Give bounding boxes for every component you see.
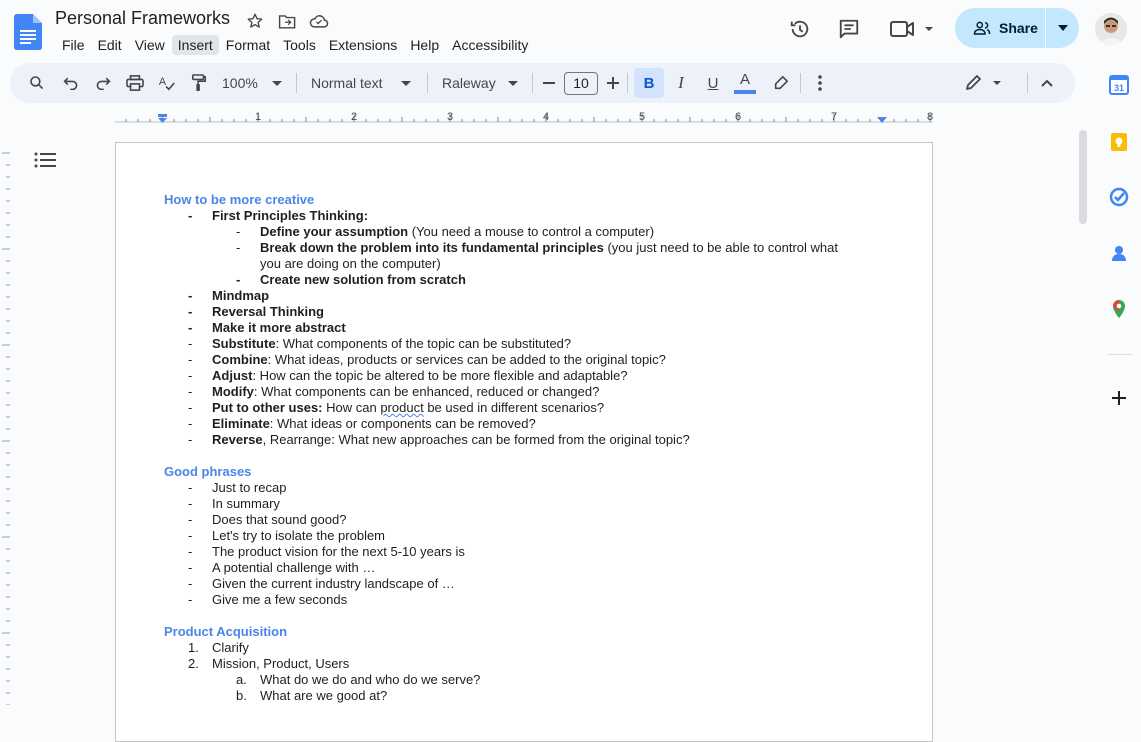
cloud-saved-icon[interactable] [309, 11, 329, 31]
toolbar-divider [800, 73, 801, 93]
vertical-scrollbar[interactable] [1079, 130, 1087, 224]
bullet-dash: - [188, 304, 193, 319]
list-item: What do we do and who do we serve? [260, 672, 481, 687]
ruler-label: 3 [446, 111, 454, 123]
menu-extensions[interactable]: Extensions [328, 37, 398, 53]
keep-icon[interactable] [1109, 132, 1129, 152]
toolbar-divider [627, 73, 628, 93]
list-item: Make it more abstract [212, 320, 346, 335]
bullet-dash: - [188, 544, 193, 559]
chevron-down-icon [1058, 25, 1068, 31]
toolbar-divider [296, 73, 297, 93]
menu-view[interactable]: View [134, 37, 165, 53]
share-button[interactable] [955, 8, 1045, 48]
font-select[interactable]: Raleway [442, 75, 496, 91]
more-options-icon[interactable] [812, 71, 828, 95]
list-item: Mission, Product, Users [212, 656, 350, 671]
bullet-dash: - [188, 480, 193, 495]
bullet-dash: - [188, 288, 193, 303]
contacts-icon[interactable] [1109, 243, 1129, 263]
redo-icon[interactable] [92, 71, 114, 95]
style-chevron-down-icon[interactable] [399, 71, 413, 95]
version-history-icon[interactable] [782, 12, 818, 46]
ruler-label: 4 [542, 111, 550, 123]
list-item: In summary [212, 496, 280, 511]
ruler-label: 6 [734, 111, 742, 123]
menu-insert[interactable]: Insert [172, 35, 219, 55]
decrease-font-size-icon[interactable] [540, 71, 558, 95]
list-item: Substitute: What components of the topic can be substituted? [212, 336, 572, 351]
menu-accessibility[interactable]: Accessibility [452, 37, 529, 53]
ruler-label: 8 [926, 111, 933, 123]
bold-button[interactable]: B [634, 68, 664, 98]
spelling-suggestion[interactable]: product [380, 400, 424, 415]
list-item: Mindmap [212, 288, 270, 303]
ruler-label: 2 [350, 111, 358, 123]
people-icon [973, 20, 991, 36]
text-color-button[interactable]: A [734, 71, 756, 95]
list-item: Reversal Thinking [212, 304, 324, 319]
paint-format-icon[interactable] [188, 71, 210, 95]
menubar [56, 35, 535, 55]
list-item: Define your assumption (You need a mouse to control a computer) [260, 224, 655, 239]
maps-icon[interactable] [1109, 299, 1129, 319]
heading-how-to-be-more-creative: How to be more creative [164, 192, 315, 207]
spellcheck-icon[interactable] [156, 71, 178, 95]
ruler-label: 7 [830, 111, 838, 123]
paragraph-style-select[interactable]: Normal text [311, 75, 383, 91]
italic-button[interactable]: I [678, 73, 684, 92]
bullet-dash: - [188, 496, 193, 511]
list-item-continuation: you are doing on the computer) [260, 256, 441, 271]
menu-tools[interactable]: Tools [283, 37, 316, 53]
list-item: Does that sound good? [212, 512, 347, 527]
list-item: First Principles Thinking: [212, 208, 369, 223]
list-item: Let's try to isolate the problem [212, 528, 386, 543]
list-item: Give me a few seconds [212, 592, 348, 607]
side-panel [1097, 63, 1141, 705]
search-menus-icon[interactable] [26, 71, 48, 95]
menu-format[interactable]: Format [225, 37, 271, 53]
tasks-icon[interactable] [1109, 187, 1129, 207]
bullet-dash: - [188, 576, 193, 591]
toolbar-divider [532, 73, 533, 93]
bullet-dash: - [188, 528, 193, 543]
ruler-label: 5 [638, 111, 646, 123]
heading-good-phrases: Good phrases [164, 464, 252, 479]
bullet-dash: - [188, 512, 193, 527]
font-size-input[interactable]: 10 [564, 72, 598, 95]
calendar-icon[interactable] [1109, 75, 1129, 95]
list-item: Combine: What ideas, products or services can be added to the original topic? [212, 352, 666, 367]
print-icon[interactable] [124, 71, 146, 95]
docs-logo-icon[interactable] [14, 14, 42, 50]
list-item: Just to recap [212, 480, 287, 495]
bullet-dash: - [188, 432, 193, 447]
editing-mode-pencil-icon[interactable] [964, 71, 1006, 95]
svg-text:31: 31 [1114, 83, 1125, 93]
zoom-select[interactable]: 100% [222, 75, 258, 91]
bullet-dash: - [188, 400, 193, 415]
bullet-dash: - [188, 368, 193, 383]
document-page[interactable] [115, 142, 933, 742]
font-chevron-down-icon[interactable] [506, 71, 520, 95]
bullet-dash: - [188, 352, 193, 367]
list-item: Break down the problem into its fundamental principles (you just need to be able to control what [260, 240, 838, 255]
list-item: Reverse, Rearrange: What new approaches can be formed from the original topic? [212, 432, 690, 447]
toolbar-divider [1027, 73, 1028, 93]
list-item: A potential challenge with … [212, 560, 376, 575]
menu-edit[interactable]: Edit [97, 37, 122, 53]
heading-product-acquisition: Product Acquisition [164, 624, 288, 639]
list-number: 1. [188, 640, 199, 655]
svg-text:A: A [158, 75, 167, 88]
bullet-dash: - [236, 240, 241, 255]
bullet-dash: - [236, 272, 241, 287]
bullet-dash: - [236, 224, 241, 239]
bullet-dash: - [188, 320, 193, 335]
share-label: Share [999, 20, 1038, 36]
menu-file[interactable]: File [62, 37, 85, 53]
list-letter: b. [236, 688, 247, 703]
undo-icon[interactable] [60, 71, 82, 95]
meet-video-icon[interactable] [886, 12, 936, 46]
move-to-folder-icon[interactable] [277, 11, 297, 31]
collapse-toolbar-chevron-up-icon[interactable] [1038, 71, 1056, 95]
side-panel-divider [1108, 354, 1132, 355]
document-title[interactable]: Personal Frameworks [55, 8, 231, 28]
list-item: What are we good at? [260, 688, 388, 703]
list-item: The product vision for the next 5-10 years is [212, 544, 465, 559]
list-item: Given the current industry landscape of … [212, 576, 455, 591]
share-dropdown-button[interactable] [1046, 8, 1079, 48]
list-item: Put to other uses: How can product be used in different scenarios? [212, 400, 605, 415]
bullet-dash: - [188, 416, 193, 431]
vertical-ruler[interactable] [0, 143, 10, 705]
highlight-color-icon[interactable] [770, 71, 792, 95]
avatar[interactable] [1095, 13, 1127, 45]
underline-button[interactable]: U [707, 74, 719, 92]
list-item: Eliminate: What ideas or components can be removed? [212, 416, 536, 431]
increase-font-size-icon[interactable] [604, 71, 622, 95]
bullet-dash: - [188, 384, 193, 399]
list-item: Modify: What components can be enhanced, reduced or changed? [212, 384, 600, 399]
menu-help[interactable]: Help [410, 37, 440, 53]
list-item: Adjust: How can the topic be altered to be more flexible and adaptable? [212, 368, 628, 383]
comments-icon[interactable] [831, 12, 867, 46]
zoom-chevron-down-icon[interactable] [270, 71, 284, 95]
bullet-dash: - [188, 336, 193, 351]
horizontal-ruler[interactable] [115, 108, 933, 126]
list-item: Clarify [212, 640, 249, 655]
ruler-label: 1 [254, 111, 262, 123]
list-number: 2. [188, 656, 199, 671]
bullet-dash: - [188, 208, 193, 223]
list-item: Create new solution from scratch [260, 272, 466, 287]
bullet-dash: - [188, 592, 193, 607]
star-icon[interactable] [245, 11, 265, 31]
document-outline-icon[interactable] [34, 150, 56, 170]
list-letter: a. [236, 672, 247, 687]
toolbar-divider [427, 73, 428, 93]
add-addon-icon[interactable] [1109, 388, 1129, 408]
bullet-dash: - [188, 560, 193, 575]
